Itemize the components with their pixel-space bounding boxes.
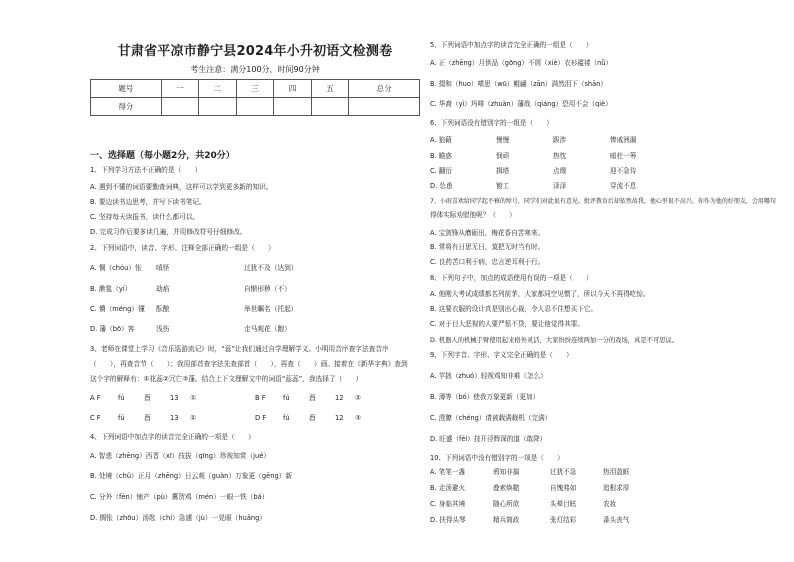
- option: C. 华裔（yì）玛啡（zhuàn）藩哉（qiáng）恐用不会（qiè）: [430, 100, 612, 108]
- option-cell: 精兵简政: [493, 516, 520, 524]
- option: B. 常将有日思无日，莫把无时当有时。: [430, 243, 545, 251]
- option-cell: ②: [190, 414, 196, 422]
- score-cell: [199, 98, 237, 116]
- option-cell: C. 翻衍: [430, 167, 452, 175]
- score-table: [90, 79, 420, 116]
- option-cell: B F: [255, 394, 266, 402]
- option-row: [90, 264, 298, 273]
- option: C. 对于目大恶视的人要严惩不贷，要让他觉得其罪。: [430, 320, 584, 328]
- option-cell: ②: [355, 394, 361, 402]
- option-cell: 随心所欲: [493, 500, 520, 508]
- question-stem: 3、老师在课堂上学习《音乐巡游流记》时，“蕊”让我们通过自学理解学义。小明用音序查字法查音序: [90, 345, 389, 353]
- question-stem: 8、下列句子中，加点的成语使用有误的一项是（ ）: [430, 274, 593, 282]
- option-cell: 镀工: [496, 182, 510, 190]
- option-cell: A F: [90, 394, 101, 402]
- section-title: 一、选择题（每小题2分，共20分）: [90, 151, 235, 161]
- option-row: [430, 484, 629, 493]
- option-cell: 点缀: [553, 167, 567, 175]
- option-cell: D. 怂恿: [430, 182, 453, 190]
- score-row-label: 得分: [91, 98, 162, 116]
- question-stem: 6、下列词语没有错别字的一组是（ ）: [430, 119, 553, 127]
- option-row: [90, 305, 298, 314]
- exam-notice: 考生注意：满分100分，时间90分钟: [190, 65, 320, 74]
- option-cell: 12: [335, 394, 344, 402]
- option-row: [90, 394, 361, 403]
- option-cell: ①: [190, 394, 196, 402]
- option-cell: 热忱: [553, 152, 567, 160]
- option-cell: D F: [255, 414, 267, 422]
- score-table-header-row: [91, 80, 420, 98]
- option-row: [430, 516, 629, 525]
- option: D. 机器人的机械手臂使用起来格外灵活，大家纷纷连续两加一分的戏场，真是不可思议。: [430, 337, 679, 344]
- option: B. 掇和（huo）嗜思（wū）鲲翩（zān）满然泪下（shān）: [430, 80, 607, 88]
- option-cell: 嗔怪: [156, 264, 170, 272]
- score-cell: [161, 98, 199, 116]
- option: A. 他刚大考试成绩都名列前茅，大家都同空见惯了，所以今天不再得吃惊。: [430, 290, 650, 298]
- score-header-cell: 三: [236, 80, 274, 98]
- option-cell: 劫焰: [156, 285, 170, 293]
- option-cell: D. 藩（bō）客: [90, 325, 135, 333]
- option-cell: 自愧弗如: [550, 484, 577, 492]
- option-cell: B. 走汤避火: [430, 484, 466, 492]
- question-stem: 4、下列词语中加点字的读音完全正确的一项是（ ）: [90, 433, 255, 441]
- option: B. 薄等（bó）使我万象更新（更加）: [430, 393, 540, 401]
- option-cell: 跋涉: [553, 136, 567, 144]
- option-cell: 酉: [309, 414, 316, 422]
- score-cell: [349, 98, 420, 116]
- option-cell: 惨戚洲漏: [610, 136, 637, 144]
- option-row: [430, 468, 629, 477]
- option: D. 惆怅（zhōu）汤匙（chí）急遽（jù）一晃眼（huǎng）: [90, 514, 267, 522]
- option-cell: 穿流不息: [610, 182, 637, 190]
- option: D. 旺盛（fèi）技开泾辉深的道（敢降）: [430, 435, 547, 443]
- option-cell: 13: [170, 414, 179, 422]
- option: C. 坚持每天读报书，读什么都可以。: [90, 213, 200, 221]
- option-cell: fú: [118, 394, 125, 402]
- option-row: [430, 152, 636, 161]
- option: C. 良药苦口利于病，忠言逆耳利于行。: [430, 258, 545, 266]
- option-cell: 泽泽: [553, 182, 567, 190]
- option-cell: 过犹不及（达到）: [244, 264, 298, 272]
- option-cell: 张灯结彩: [550, 516, 577, 524]
- option-cell: 追根求厚: [603, 484, 630, 492]
- option-cell: 鸦知非搞: [493, 468, 520, 476]
- option-cell: 13: [170, 394, 179, 402]
- option-cell: fú: [283, 414, 290, 422]
- question-stem: 5、下列词语中加点字的读音完全正确的一组是（ ）: [430, 41, 593, 49]
- option-cell: 叠索焕糙: [493, 484, 520, 492]
- option-cell: 浅伤: [156, 325, 170, 333]
- question-stem: 9、下列字音、字形、字义完全正确的是（ ）: [430, 351, 573, 359]
- option: A. 宝剑锋从磨砺出，梅花香自苦寒来。: [430, 229, 545, 237]
- score-header-cell: 二: [199, 80, 237, 98]
- option-cell: 暗杜一筹: [610, 152, 637, 160]
- option-cell: B. 漱毯（yí）: [90, 285, 132, 293]
- score-cell: [311, 98, 349, 116]
- option-row: [90, 285, 291, 294]
- option-cell: 番头丧气: [603, 516, 630, 524]
- option-cell: 自惭形秽（不）: [244, 285, 291, 293]
- option-cell: A. 笔笔一盏: [430, 468, 465, 476]
- question-stem: 1、下列学习方法不正确的是（ ）: [90, 166, 202, 174]
- option-cell: 热泪盈眶: [603, 468, 630, 476]
- option-cell: 悯顽: [496, 152, 510, 160]
- option-cell: 酝酿: [156, 305, 170, 313]
- option: D. 完成习作后要多读几遍，并用修改符号仔细修改。: [90, 228, 247, 236]
- question-stem: 得体实际劝慰他呢？（ ）: [430, 211, 516, 219]
- score-header-cell: 五: [311, 80, 349, 98]
- exam-title: 甘肃省平凉市静宁县2024年小升初语文检测卷: [117, 44, 393, 59]
- option-cell: fú: [283, 394, 290, 402]
- option: B. 这要衣服的设计真是别出心裁，令人忍不住想买下它。: [430, 305, 597, 313]
- option-cell: 酉: [309, 394, 316, 402]
- score-table-score-row: [91, 98, 420, 116]
- option-cell: C. 身临其境: [430, 500, 466, 508]
- option: A. 苹拙（zhuó）轻视鸡知非难（怎么）: [430, 372, 547, 380]
- option-row: [430, 167, 636, 176]
- option-cell: 过犹不急: [550, 468, 577, 476]
- option-cell: 走马观花（跑）: [244, 325, 291, 333]
- question-stem: 这个字的解释有：①花蕊②冗亡③蓬。结合上下文理解文中的词语“蕊蕊”，我选择了（ ）: [90, 375, 363, 383]
- option-cell: 迎不急待: [610, 167, 637, 175]
- option: B. 要边读书边思考，并写下读书笔记。: [90, 198, 206, 206]
- option: C. 澄瞭（chéng）请被载满载机（完满）: [430, 414, 552, 422]
- option: A. 智悲（zhēng）西晋（xī）技拔（qīng）珍视知赏（jué）: [90, 452, 271, 460]
- option-cell: A. 狼藉: [430, 136, 452, 144]
- score-header-cell: 题号: [91, 80, 162, 98]
- option-cell: 12: [335, 414, 344, 422]
- score-header-cell: 一: [161, 80, 199, 98]
- option-cell: C F: [90, 414, 101, 422]
- question-stem: （ ），再查音节（ ）；我用部首查字法先查部首（ ），再查（ ）画。接着在《新华字典》查到: [90, 360, 408, 368]
- option-row: [90, 414, 361, 423]
- score-cell: [274, 98, 312, 116]
- option-cell: 农妆: [603, 500, 617, 508]
- option-row: [430, 500, 616, 509]
- score-header-cell: 四: [274, 80, 312, 98]
- option-cell: 慢慢: [496, 136, 510, 144]
- option-cell: 举世瞩名（托起）: [244, 305, 298, 313]
- question-stem: 7、小雨喜欢给同学起不雅的绰号，同学们对此很有意见。批评教育后却依然故我，他心里很不高兴。你作为他的好朋友，会用哪句: [430, 198, 776, 205]
- option-cell: C. 懵（méng）懂: [90, 305, 145, 313]
- option: A. 正（zhēng）月供品（gōng）不屑（xiè）衣衫褴褛（nǚ）: [430, 59, 613, 67]
- score-header-cell: 总分: [349, 80, 420, 98]
- option-cell: ③: [355, 414, 361, 422]
- option: B. 处境（chǔ）正月（zhēng）日云观（guàn）万象更（gēng）新: [90, 472, 293, 480]
- option-cell: 揖塔: [496, 167, 510, 175]
- option-cell: 酉: [144, 394, 151, 402]
- option-cell: A. 惆（chóu）怅: [90, 264, 142, 272]
- option: A. 遇到不懂的词语要勤查词典，这样可以学到更多新的知识。: [90, 183, 273, 191]
- option-cell: B. 瞻惑: [430, 152, 452, 160]
- option: C. 分外（fèn）铺产（pù）冀贺鸡（mén）一眼一铁（bá）: [90, 493, 269, 501]
- question-stem: 2、下列词语中，读音、字形、注释全部正确的一组是（ ）: [90, 244, 275, 252]
- option-row: [430, 136, 636, 145]
- score-cell: [236, 98, 274, 116]
- option-row: [90, 325, 291, 334]
- option-cell: D. 扶得头琴: [430, 516, 466, 524]
- option-row: [430, 182, 636, 191]
- option-cell: 酉: [144, 414, 151, 422]
- question-stem: 10、下列词语中没有错别字的一项是（ ）: [430, 454, 564, 462]
- option-cell: fú: [118, 414, 125, 422]
- option-cell: 头晕目眩: [550, 500, 577, 508]
